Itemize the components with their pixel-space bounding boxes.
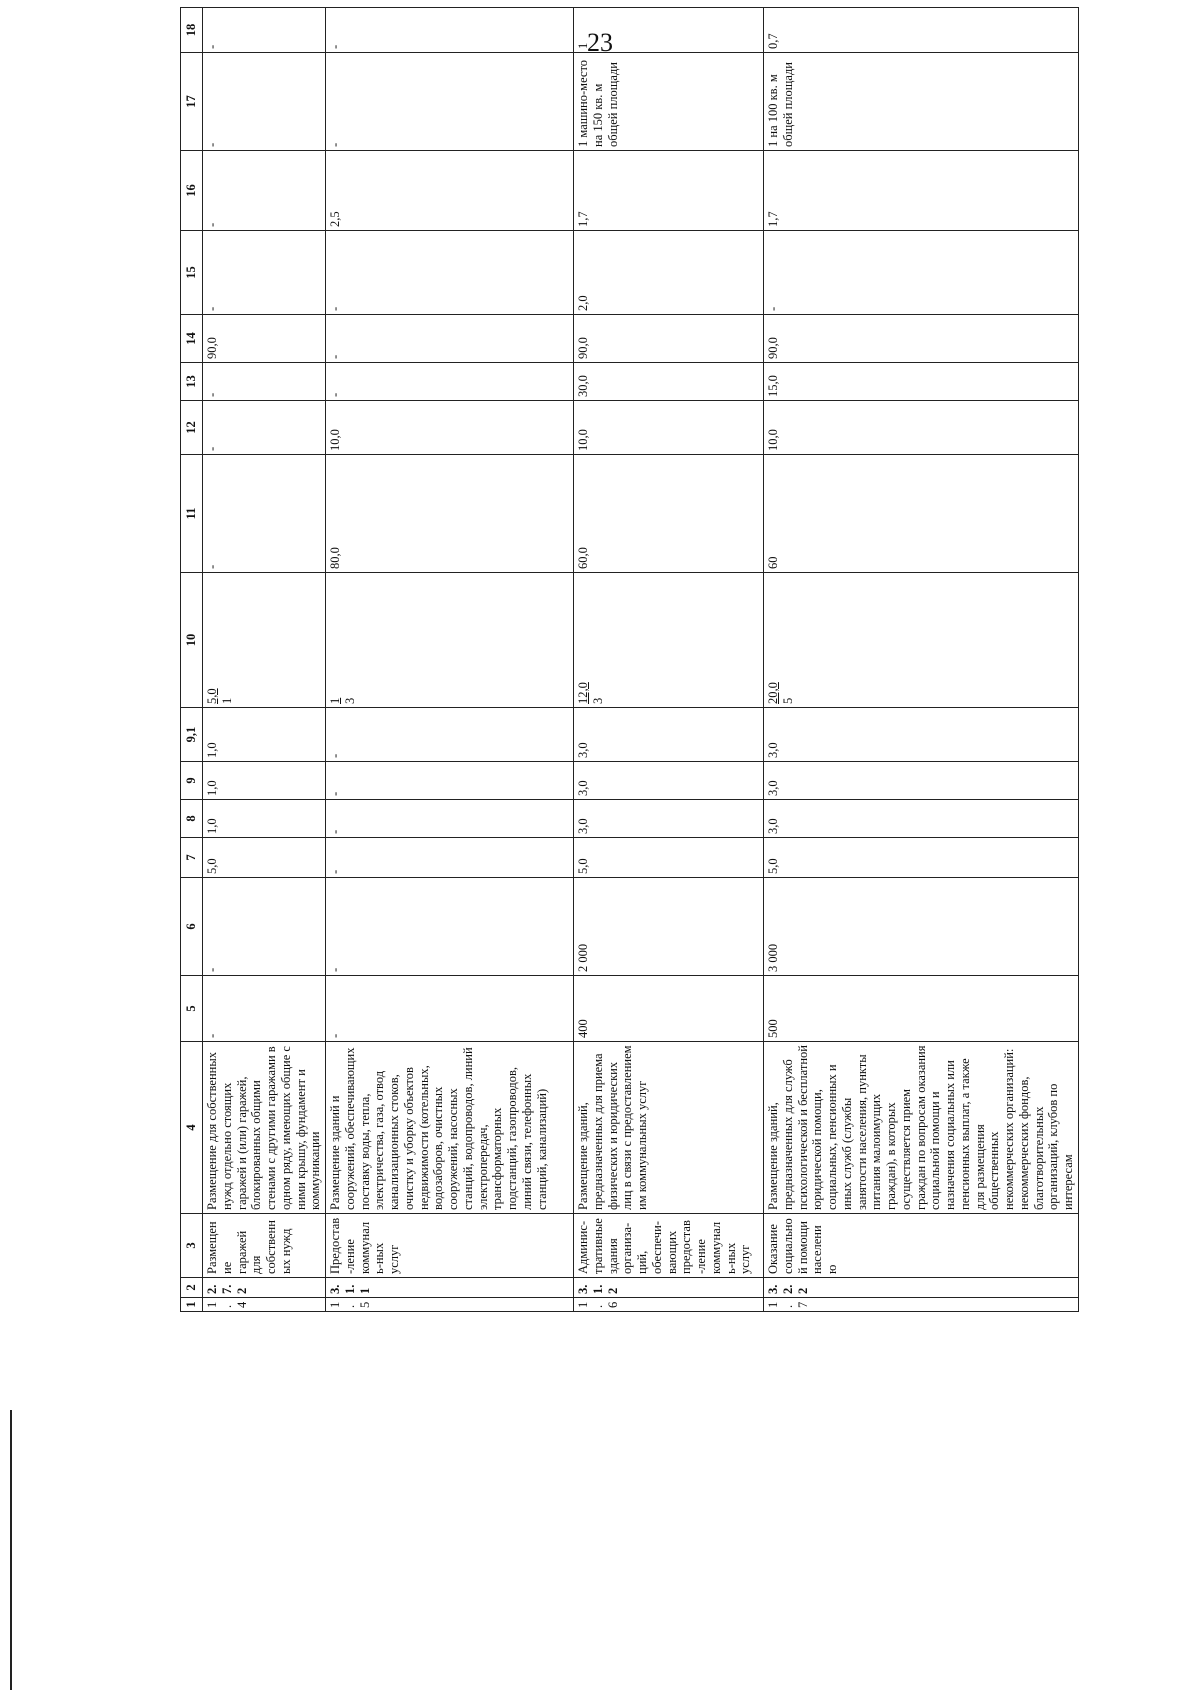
- col-header: 3: [181, 1214, 203, 1278]
- cell-value: 3,0: [574, 762, 764, 800]
- cell-fraction: [203, 573, 326, 708]
- cell-value: 2,0: [574, 231, 764, 315]
- col-header: 15: [181, 231, 203, 315]
- cell-value: 30,0: [574, 363, 764, 401]
- cell-value: 3,0: [764, 762, 1079, 800]
- col-header: 1: [181, 1298, 203, 1312]
- cell-value: -: [326, 838, 574, 878]
- cell-value: 5,0: [764, 838, 1079, 878]
- cell-value: -: [326, 363, 574, 401]
- cell-value: 80,0: [326, 455, 574, 573]
- table-row: [764, 8, 1079, 1312]
- cell-value: 15,0: [764, 363, 1079, 401]
- cell-fraction: [326, 573, 574, 708]
- land-use-regulations-table: [180, 7, 1079, 1312]
- cell-value: -: [326, 800, 574, 838]
- cell-value: -: [326, 878, 574, 976]
- cell-description: Размещение зданий, предназначенных для приема физических и юридических лиц в связи с предоставлением им коммунальных услуг: [574, 1042, 764, 1214]
- col-header: 4: [181, 1042, 203, 1214]
- fraction-numerator: 5,0: [205, 688, 219, 704]
- cell-value: 1,0: [203, 762, 326, 800]
- cell-code: 3.1.2: [574, 1278, 764, 1298]
- cell-value: 10,0: [764, 401, 1079, 455]
- cell-value: -: [203, 401, 326, 455]
- cell-value: 1,0: [203, 708, 326, 762]
- col-header: 14: [181, 315, 203, 363]
- fraction-denominator: 5: [780, 697, 795, 704]
- cell-row-number: 1.5: [326, 1298, 574, 1312]
- binding-edge-mark: [10, 1410, 12, 1690]
- cell-value: 1 машино-место на 150 кв. м общей площади: [574, 53, 764, 151]
- cell-value: 3 000: [764, 878, 1079, 976]
- cell-value: 10,0: [574, 401, 764, 455]
- col-header: 8: [181, 800, 203, 838]
- cell-value: 500: [764, 976, 1079, 1042]
- col-header: 18: [181, 8, 203, 53]
- col-header: 16: [181, 151, 203, 231]
- cell-row-number: 1.4: [203, 1298, 326, 1312]
- col-header: 11: [181, 455, 203, 573]
- cell-value: -: [203, 231, 326, 315]
- fraction-numerator: 20,0: [766, 682, 780, 704]
- cell-value: -: [326, 53, 574, 151]
- cell-value: -: [203, 455, 326, 573]
- fraction-numerator: 12,0: [576, 682, 590, 704]
- cell-value: 10,0: [326, 401, 574, 455]
- cell-value: 60,0: [574, 455, 764, 573]
- cell-value: 1,7: [574, 151, 764, 231]
- cell-description: Размещение для собственных нужд отдельно стоящих гаражей и (или) гаражей, блокированных общими стенами с другими гаражами в одном ряду, имеющих общие с ними крышу, фундамент и коммуникации: [203, 1042, 326, 1214]
- cell-use-type: Оказание социальной помощи населению: [764, 1214, 1079, 1278]
- cell-value: -: [203, 976, 326, 1042]
- cell-value: -: [203, 878, 326, 976]
- cell-row-number: 1.6: [574, 1298, 764, 1312]
- fraction-denominator: 3: [342, 697, 357, 704]
- header-row: [181, 8, 203, 1312]
- cell-value: -: [203, 8, 326, 53]
- cell-value: 1: [574, 8, 764, 53]
- cell-value: 1,0: [203, 800, 326, 838]
- cell-value: -: [326, 762, 574, 800]
- cell-value: 90,0: [574, 315, 764, 363]
- cell-value: 90,0: [764, 315, 1079, 363]
- cell-value: -: [326, 708, 574, 762]
- col-header: 2: [181, 1278, 203, 1298]
- cell-row-number: 1.7: [764, 1298, 1079, 1312]
- col-header: 6: [181, 878, 203, 976]
- cell-value: 2 000: [574, 878, 764, 976]
- col-header: 12: [181, 401, 203, 455]
- fraction-denominator: 1: [219, 697, 234, 704]
- cell-value: 90,0: [203, 315, 326, 363]
- cell-value: 5,0: [203, 838, 326, 878]
- cell-description: Размещение зданий, предназначенных для служб психологической и бесплатной юридической помощи, социальных, пенсионных и иных служб (службы занятости населения, пункты питания малоимущих граждан), в которых осуществляется прием граждан по вопросам оказания социальной помощи и назначения социальных или пенсионных выплат, а также для размещения общественных некоммерческих организаций: некоммерческих фондов, благотворительных организаций, клубов по интересам: [764, 1042, 1079, 1214]
- cell-value: 5,0: [574, 838, 764, 878]
- cell-value: -: [326, 976, 574, 1042]
- col-header: 9,1: [181, 708, 203, 762]
- cell-value: -: [326, 8, 574, 53]
- cell-value: 1 на 100 кв. м общей площади: [764, 53, 1079, 151]
- cell-fraction: [574, 573, 764, 708]
- table-row: [326, 8, 574, 1312]
- page-number: 23: [587, 28, 613, 57]
- col-header: 7: [181, 838, 203, 878]
- cell-value: -: [764, 231, 1079, 315]
- cell-use-type: Админис-тративные здания организа-ций, обеспечи-вающих предостав-ление коммуналь-ных услуг: [574, 1214, 764, 1278]
- fraction-denominator: 3: [590, 697, 605, 704]
- cell-code: 3.2.2: [764, 1278, 1079, 1298]
- fraction-numerator: 1: [328, 697, 342, 704]
- table-row: [203, 8, 326, 1312]
- cell-value: 0,7: [764, 8, 1079, 53]
- cell-value: -: [326, 231, 574, 315]
- cell-value: 60: [764, 455, 1079, 573]
- cell-value: -: [326, 315, 574, 363]
- cell-use-type: Предостав-ление коммуналь-ных услуг: [326, 1214, 574, 1278]
- cell-use-type: Размещение гаражей для собственных нужд: [203, 1214, 326, 1278]
- table-row: [574, 8, 764, 1312]
- cell-value: -: [203, 363, 326, 401]
- cell-value: 3,0: [574, 708, 764, 762]
- cell-value: -: [203, 151, 326, 231]
- cell-code: 2.7.2: [203, 1278, 326, 1298]
- cell-value: 3,0: [574, 800, 764, 838]
- cell-description: Размещение зданий и сооружений, обеспечивающих поставку воды, тепла, электричества, газа, отвод канализационных стоков, очистку и уборку объектов недвижимости (котельных, водозаборов, очистных сооружений, насосных станций, водопроводов, линий электропередач, трансформаторных подстанций, газопроводов, линий связи, телефонных станций, канализаций): [326, 1042, 574, 1214]
- cell-value: 2,5: [326, 151, 574, 231]
- cell-value: 400: [574, 976, 764, 1042]
- cell-value: -: [203, 53, 326, 151]
- cell-code: 3.1.1: [326, 1278, 574, 1298]
- col-header: 13: [181, 363, 203, 401]
- col-header: 9: [181, 762, 203, 800]
- col-header: 17: [181, 53, 203, 151]
- cell-value: 3,0: [764, 800, 1079, 838]
- col-header: 10: [181, 573, 203, 708]
- cell-value: 3,0: [764, 708, 1079, 762]
- cell-fraction: [764, 573, 1079, 708]
- rotated-table-wrapper: [180, 23, 1075, 1312]
- col-header: 5: [181, 976, 203, 1042]
- cell-value: 1,7: [764, 151, 1079, 231]
